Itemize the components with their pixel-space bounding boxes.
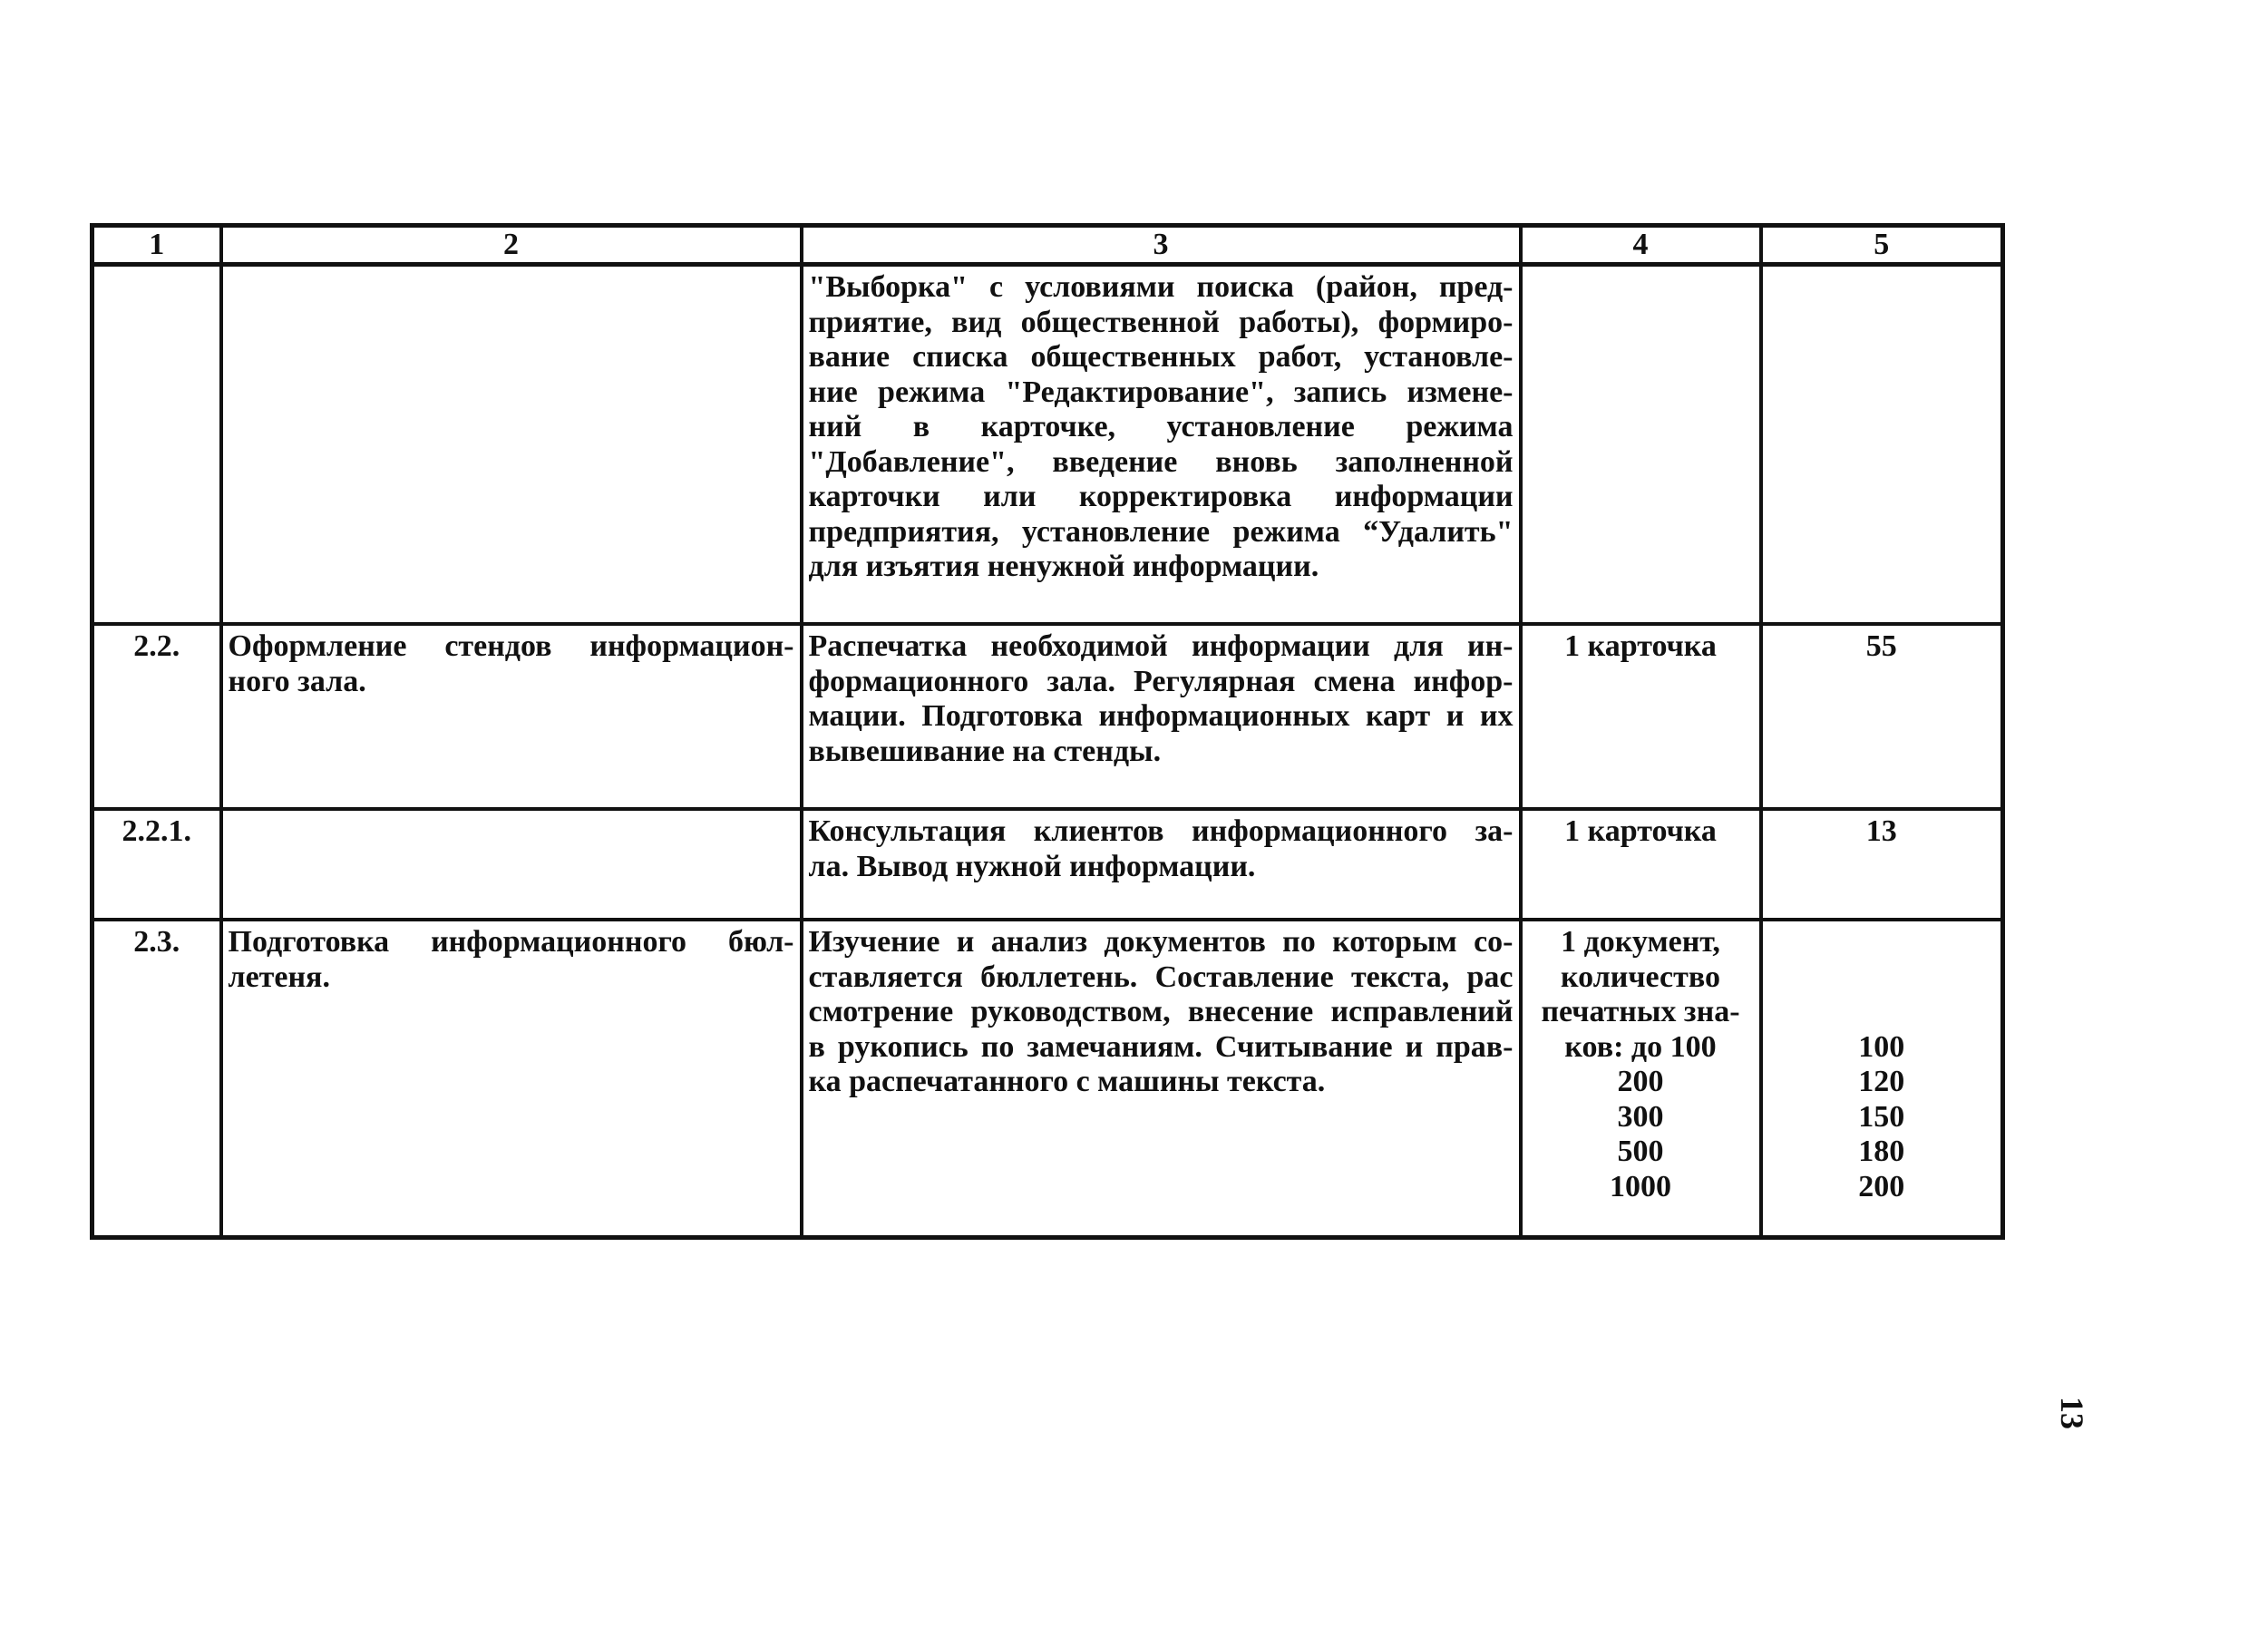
unit-stack [1528, 925, 1754, 1204]
header-col-1: 1 [92, 226, 221, 265]
header-col-4: 4 [1521, 226, 1761, 265]
norm-value: 180 [1858, 1135, 1905, 1168]
unit-line: 200 [1617, 1065, 1664, 1098]
description-line: Изучение и анализ документов по которым со- [808, 925, 1514, 959]
unit-line: 1 документ, [1561, 925, 1720, 959]
unit-line: печатных зна- [1541, 995, 1740, 1028]
work-title [221, 624, 802, 809]
title-line: ного зала. [228, 664, 366, 698]
table-row [92, 265, 2003, 625]
description-line: ставляется бюллетень. Составление текста, рас [808, 960, 1514, 994]
unit-line: 1 карточка [1564, 814, 1717, 848]
table-header-row [92, 226, 2003, 265]
time-norm [1761, 265, 2003, 625]
description-line: Распечатка необходимой информации для ин- [808, 629, 1514, 663]
work-description [802, 265, 1521, 625]
time-norm [1761, 624, 2003, 809]
work-description [802, 809, 1521, 920]
table-row [92, 624, 2003, 809]
unit-line: количество [1561, 960, 1720, 994]
header-col-5: 5 [1761, 226, 2003, 265]
description-line: формационного зала. Регулярная смена инфор- [808, 664, 1514, 698]
work-title [221, 809, 802, 920]
description-line: вывешивание на стенды. [808, 734, 1162, 768]
work-title [221, 920, 802, 1238]
unit-of-measure [1521, 265, 1761, 625]
description-line: карточки или корректировка информации [808, 480, 1514, 513]
norm-value: 200 [1858, 1169, 1905, 1203]
unit-line: 1 карточка [1564, 629, 1717, 663]
time-norm [1761, 920, 2003, 1238]
unit-line: 1000 [1610, 1169, 1671, 1203]
description-line: в рукопись по замечаниям. Считывание и прав- [808, 1029, 1514, 1064]
time-norm [1761, 809, 2003, 920]
description-line: Консультация клиентов информационного за- [808, 814, 1514, 848]
description-line: ний в карточке, установление режима [808, 410, 1514, 443]
unit-line: ков: до 100 [1564, 1029, 1717, 1064]
unit-of-measure [1521, 920, 1761, 1238]
norms-table [90, 223, 2005, 1240]
description-line: вание списка общественных работ, установле- [808, 340, 1514, 374]
row-number: 2.2.1. [92, 809, 221, 920]
page-number: 13 [2054, 1397, 2090, 1429]
description-line: "Добавление", введение вновь заполненной [808, 444, 1514, 479]
work-description [802, 920, 1521, 1238]
row-number [92, 265, 221, 625]
description-line: мации. Подготовка информационных карт и их [808, 699, 1514, 733]
norm-value: 13 [1865, 814, 1897, 848]
unit-line: 300 [1617, 1099, 1664, 1134]
table-row [92, 809, 2003, 920]
norm-value: 55 [1865, 629, 1897, 663]
description-line: смотрение руководством, внесение исправлений [808, 995, 1514, 1028]
work-title [221, 265, 802, 625]
row-number: 2.3. [92, 920, 221, 1238]
title-line: Оформление стендов информацион- [228, 629, 794, 663]
description-line: ка распечатанного с машины текста. [808, 1065, 1326, 1098]
description-line: "Выборка" с условиями поиска (район, пред- [808, 270, 1514, 304]
norm-value: 150 [1858, 1099, 1905, 1134]
description-line: ла. Вывод нужной информации. [808, 849, 1256, 883]
unit-of-measure [1521, 809, 1761, 920]
table-row [92, 920, 2003, 1238]
unit-of-measure [1521, 624, 1761, 809]
description-line: для изъятия ненужной информации. [808, 550, 1319, 583]
work-description [802, 624, 1521, 809]
norm-value: 100 [1858, 1029, 1905, 1064]
title-line: летеня. [228, 960, 330, 994]
norm-value [1768, 995, 1996, 1030]
description-line: приятие, вид общественной работы), формиро- [808, 305, 1514, 339]
unit-line: 500 [1617, 1135, 1664, 1168]
norm-stack [1768, 925, 1996, 1204]
title-line: Подготовка информационного бюл- [228, 925, 794, 959]
norm-value: 120 [1858, 1065, 1905, 1098]
description-line: предприятия, установление режима “Удалить" [808, 514, 1514, 549]
header-col-2: 2 [221, 226, 802, 265]
header-col-3: 3 [802, 226, 1521, 265]
row-number: 2.2. [92, 624, 221, 809]
norm-value [1768, 960, 1996, 996]
description-line: ние режима "Редактирование", запись измене- [808, 375, 1514, 409]
norm-value [1768, 925, 1996, 960]
